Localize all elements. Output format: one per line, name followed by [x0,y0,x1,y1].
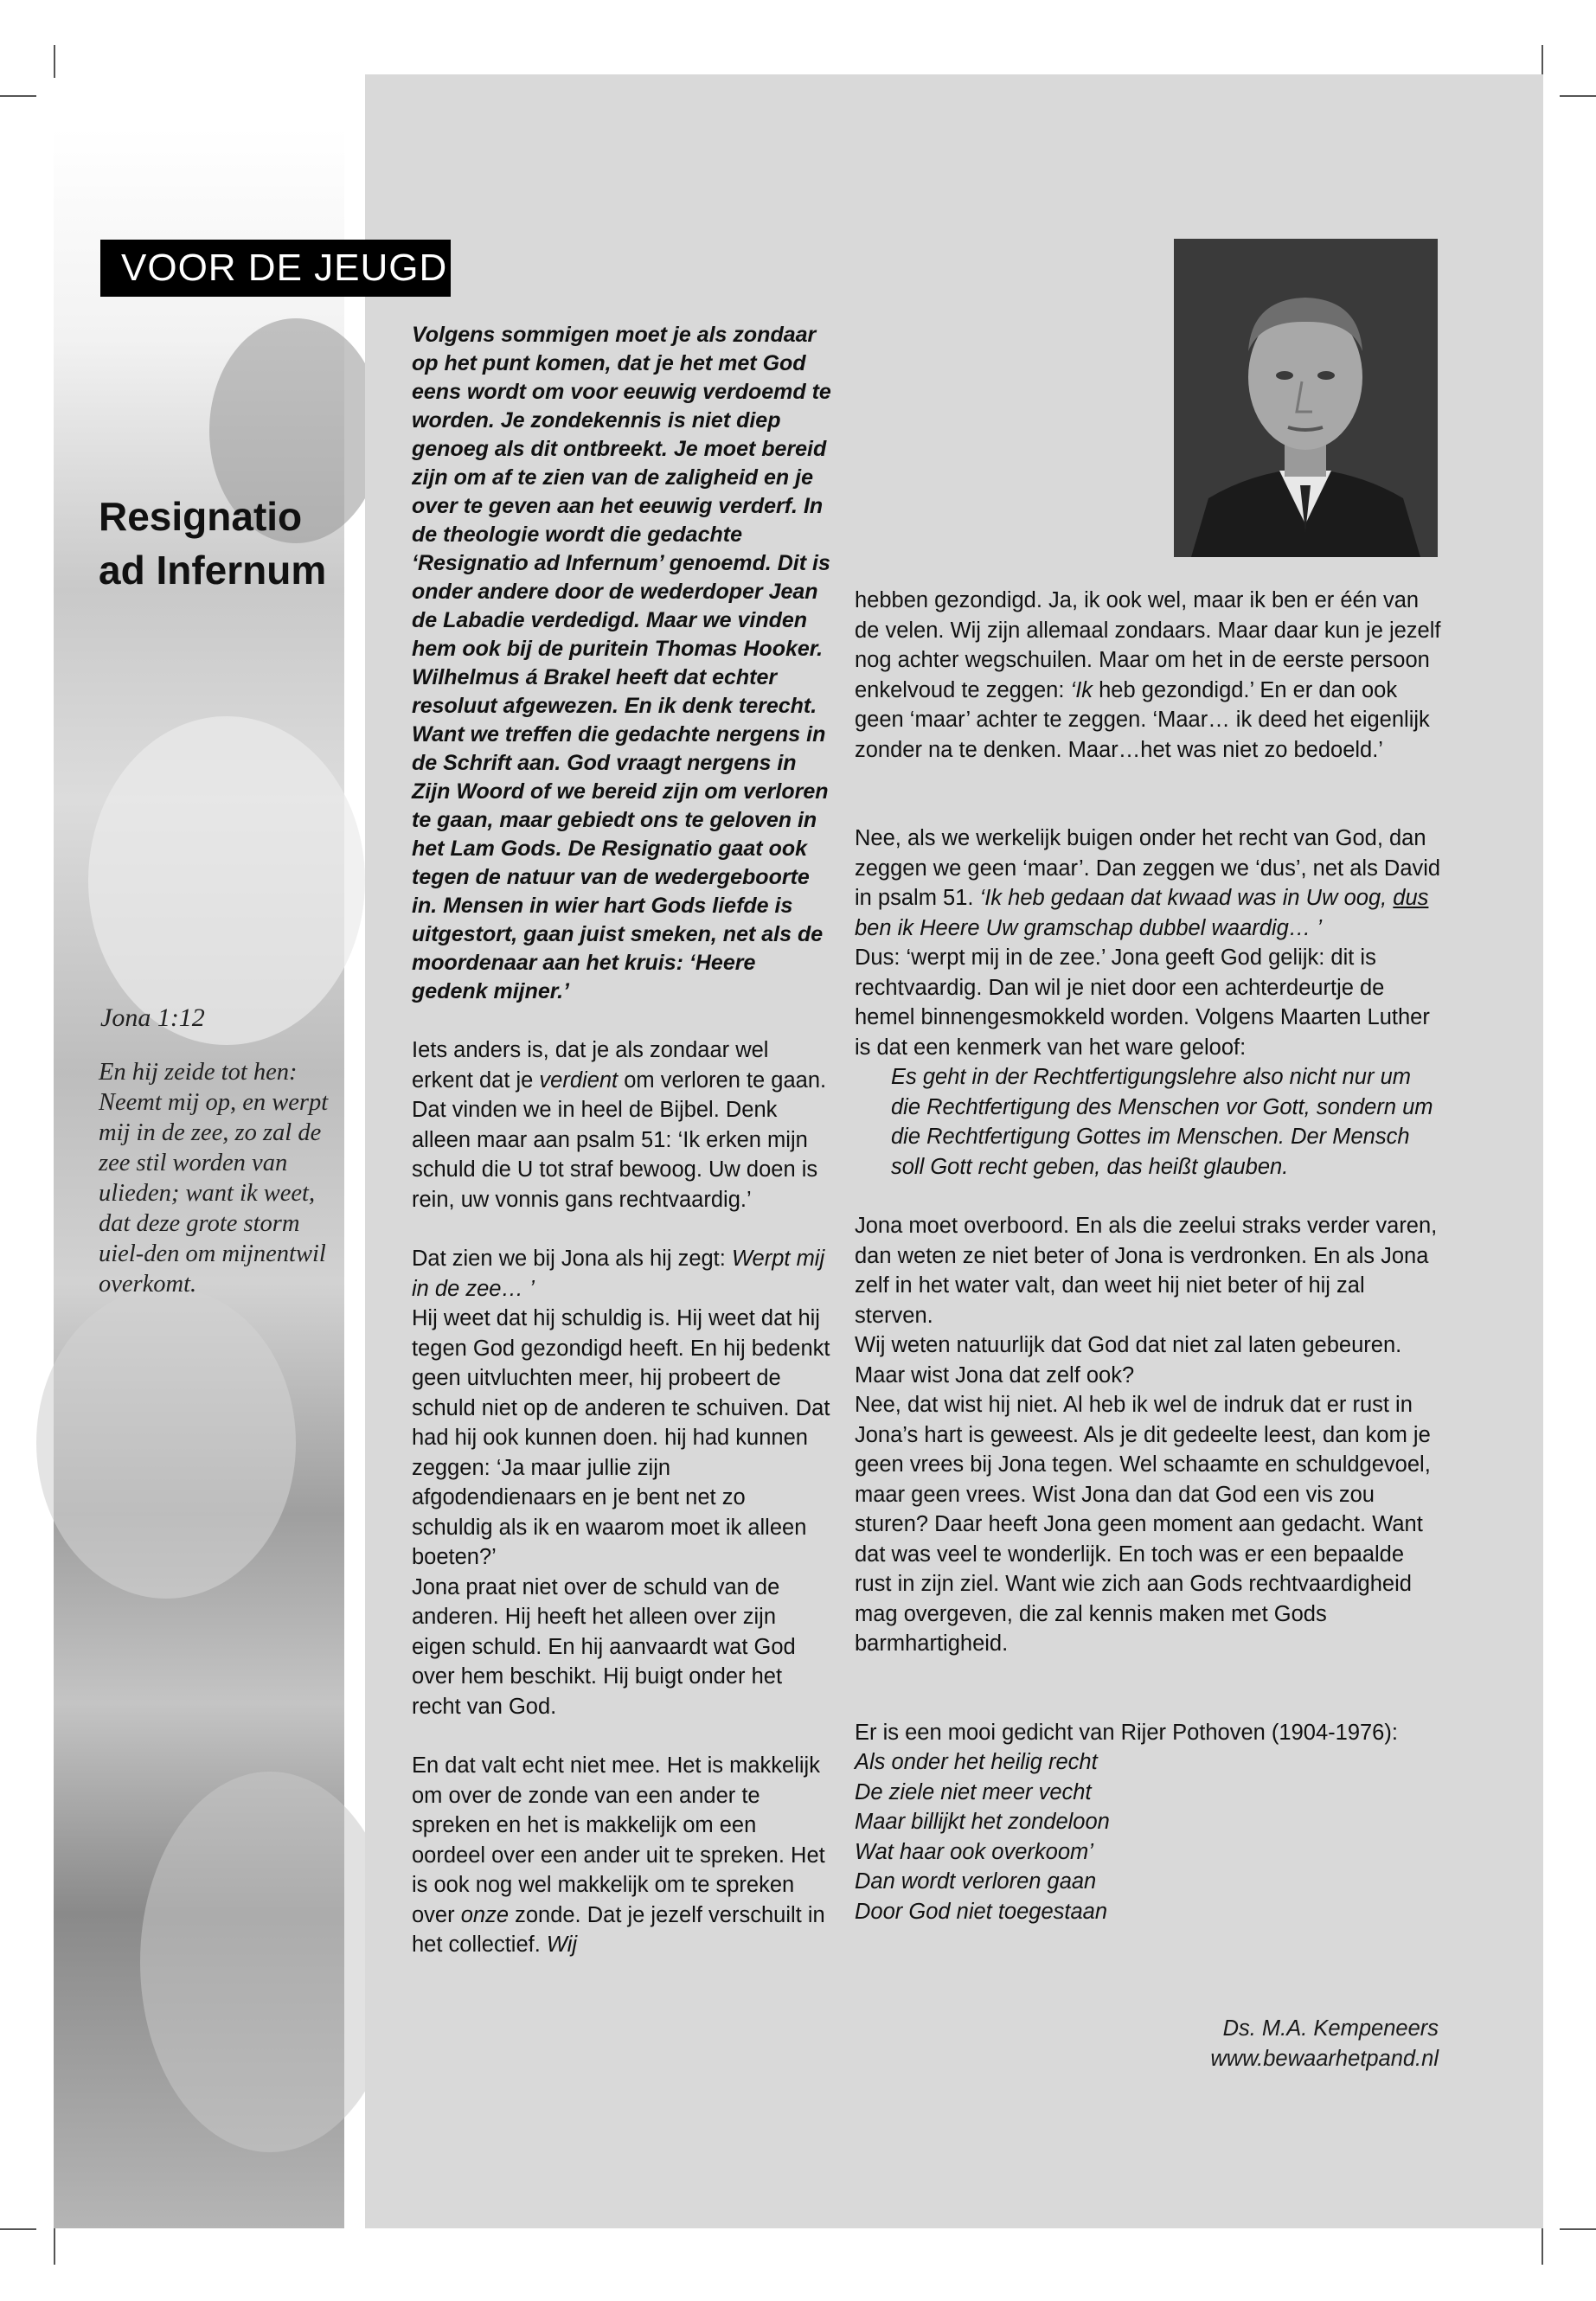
title-line: Resignatio [99,494,303,539]
verse-reference: Jona 1:12 [100,1003,205,1032]
crop-mark [1542,45,1543,78]
author-signature [1210,2014,1439,2074]
title-line: ad Infernum [99,548,327,593]
author-name: Ds. M.A. Kempeneers [1222,2016,1439,2041]
body-paragraph: Hij weet dat hij schuldig is. Hij weet dat hij tegen God gezondigd heeft. En hij bedenkt geen uitvluchten meer, hij probeert de schuld niet op de anderen te schuiven. Dat had hij ook kunnen doen. hij had kunnen zeggen: ‘Ja maar jullie zijn afgodendienaars en je bent net zo schuldig als ik en waarom moet ik alleen boeten?’ [412,1306,830,1569]
body-paragraph: hebben gezondigd. Ja, ik ook wel, maar ik ben er één van de velen. Wij zijn allemaal zondaars. Maar daar kun je jezelf nog achter wegschuilen. Maar om het in de eerste persoon enkelvoud te zeggen: ‘Ik heb gezondigd.’ En er dan ook geen ‘maar’ achter te zeggen. ‘Maar… ik deed het eigenlijk zonder na te denken. Maar…het was niet zo bedoeld.’ [855,588,1441,762]
article-title [99,490,358,597]
poem-line: De ziele niet meer vecht [855,1779,1092,1804]
body-paragraph: Wij weten natuurlijk dat God dat niet zal laten gebeuren. Maar wist Jona dat zelf ook? [855,1333,1402,1388]
poem-line: Als onder het heilig recht [855,1750,1098,1774]
poem-line: Dan wordt verloren gaan [855,1869,1097,1894]
face-shape [36,1287,296,1599]
body-paragraph: Jona moet overboord. En als die zeelui straks verder varen, dan weten ze niet beter of Jona is verdronken. En als Jona zelf in het water valt, dan weet hij niet beter of hij zal sterven. [855,1214,1438,1328]
article-column-1 [412,321,832,1960]
body-paragraph: Jona praat niet over de schuld van de anderen. Hij heeft het alleen over zijn eigen schuld. En hij aanvaardt wat God over hem beschikt. Hij buigt onder het recht van God. [412,1574,796,1719]
crop-mark [0,2228,36,2230]
poem-line: Wat haar ook overkoom’ [855,1839,1093,1864]
body-paragraph: Dus: ‘werpt mij in de zee.’ Jona geeft God gelijk: dit is rechtvaardig. Dan wil je niet door een achterdeurtje de hemel binnengesmokkeld worden. Volgens Maarten Luther is dat een kenmerk van het ware geloof: [855,945,1430,1060]
poem-line: Door God niet toegestaan [855,1899,1108,1924]
body-paragraph: Iets anders is, dat je als zondaar wel erkent dat je verdient om verloren te gaan. Dat vinden we in heel de Bijbel. Denk alleen maar aan psalm 51: ‘Ik erken mijn schuld die U tot straf bewoog. Uw doen is rein, uw vonnis gans rechtvaardig.’ [412,1038,827,1212]
section-label: VOOR DE JEUGD [100,240,451,297]
article-column-2 [855,586,1445,1926]
body-paragraph: En dat valt echt niet mee. Het is makkelijk om over de zonde van een ander te spreken en het is makkelijk om een oordeel over een ander uit te spreken. Het is ook nog wel makkelijk om te spreken over onze zonde. Dat je jezelf verschuilt in het collectief. Wij [412,1753,825,1957]
crop-mark [54,45,55,78]
face-shape [140,1772,400,2152]
body-paragraph: Nee, dat wist hij niet. Al heb ik wel de indruk dat er rust in Jona’s hart is geweest. Als je dit gedeelte leest, dan kom je geen vrees bij Jona tegen. Wel schaamte en schuldgevoel, maar geen vrees. Wist Jona dan dat God een vis zou sturen? Daar heeft Jona geen moment aan gedacht. Want dat was veel te wonderlijk. En toch was er een bepaalde rust in zijn ziel. Want wie zich aan Gods rechtvaardigheid mag overgeven, die zal kennis maken met Gods barmhartigheid. [855,1393,1431,1656]
crop-mark [1560,2228,1596,2230]
face-shape [88,716,365,1045]
verse-text: En hij zeide tot hen: Neemt mij op, en werpt mij in de zee, zo zal de zee stil worden van ulieden; want ik weet, dat deze grote storm uiel-den om mijnentwil overkomt. [99,1059,329,1298]
author-portrait [1174,239,1438,557]
body-paragraph: Nee, als we werkelijk buigen onder het recht van God, dan zeggen we geen ‘maar’. Dan zeggen we ‘dus’, net als David in psalm 51. ‘Ik heb gedaan dat kwaad was in Uw oog, dus ben ik Heere Uw gramschap dubbel waardig… ’ [855,826,1441,940]
body-paragraph: Er is een mooi gedicht van Rijer Pothoven (1904-1976): [855,1720,1398,1745]
body-paragraph: Dat zien we bij Jona als hij zegt: Werpt mij in de zee… ’ [412,1247,825,1301]
luther-quote: Es geht in der Rechtfertigungslehre also nicht nur um die Rechtfertigung des Menschen vor Gott, sondern um die Rechtfertigung Gottes im Menschen. Der Mensch soll Gott recht geben, das heißt glauben. [891,1065,1433,1179]
portrait-illustration [1174,239,1438,557]
poem [855,1747,1445,1926]
intro-paragraph: Volgens sommigen moet je als zondaar op het punt komen, dat je het met God eens wordt om voor eeuwig verdoemd te worden. Je zondekennis is niet diep genoeg als dit ontbreekt. Je moet bereid zijn om af te zien van de zaligheid en je over te geven aan het eeuwig verderf. In de theologie wordt die gedachte ‘Resignatio ad Infernum’ genoemd. Dit is onder andere door de wederdoper Jean de Labadie verdedigd. Maar we vinden hem ook bij de puritein Thomas Hooker. Wilhelmus á Brakel heeft dat echter resoluut afgewezen. En ik denk terecht. Want we treffen die gedachte nergens in de Schrift aan. God vraagt nergens in Zijn Woord of we bereid zijn om verloren te gaan, maar gebiedt ons te geloven in het Lam Gods. De Resignatio gaat ook tegen de natuur van de wedergeboorte in. Mensen in wier hart Gods liefde is uitgestort, gaan juist smeken, net als de moordenaar aan het kruis: ‘Heere gedenk mijner.’ [412,323,831,1003]
crop-mark [0,95,36,97]
crop-mark [1560,95,1596,97]
author-website[interactable]: www.bewaarhetpand.nl [1210,2047,1439,2071]
poem-line: Maar billijkt het zondeloon [855,1810,1110,1834]
